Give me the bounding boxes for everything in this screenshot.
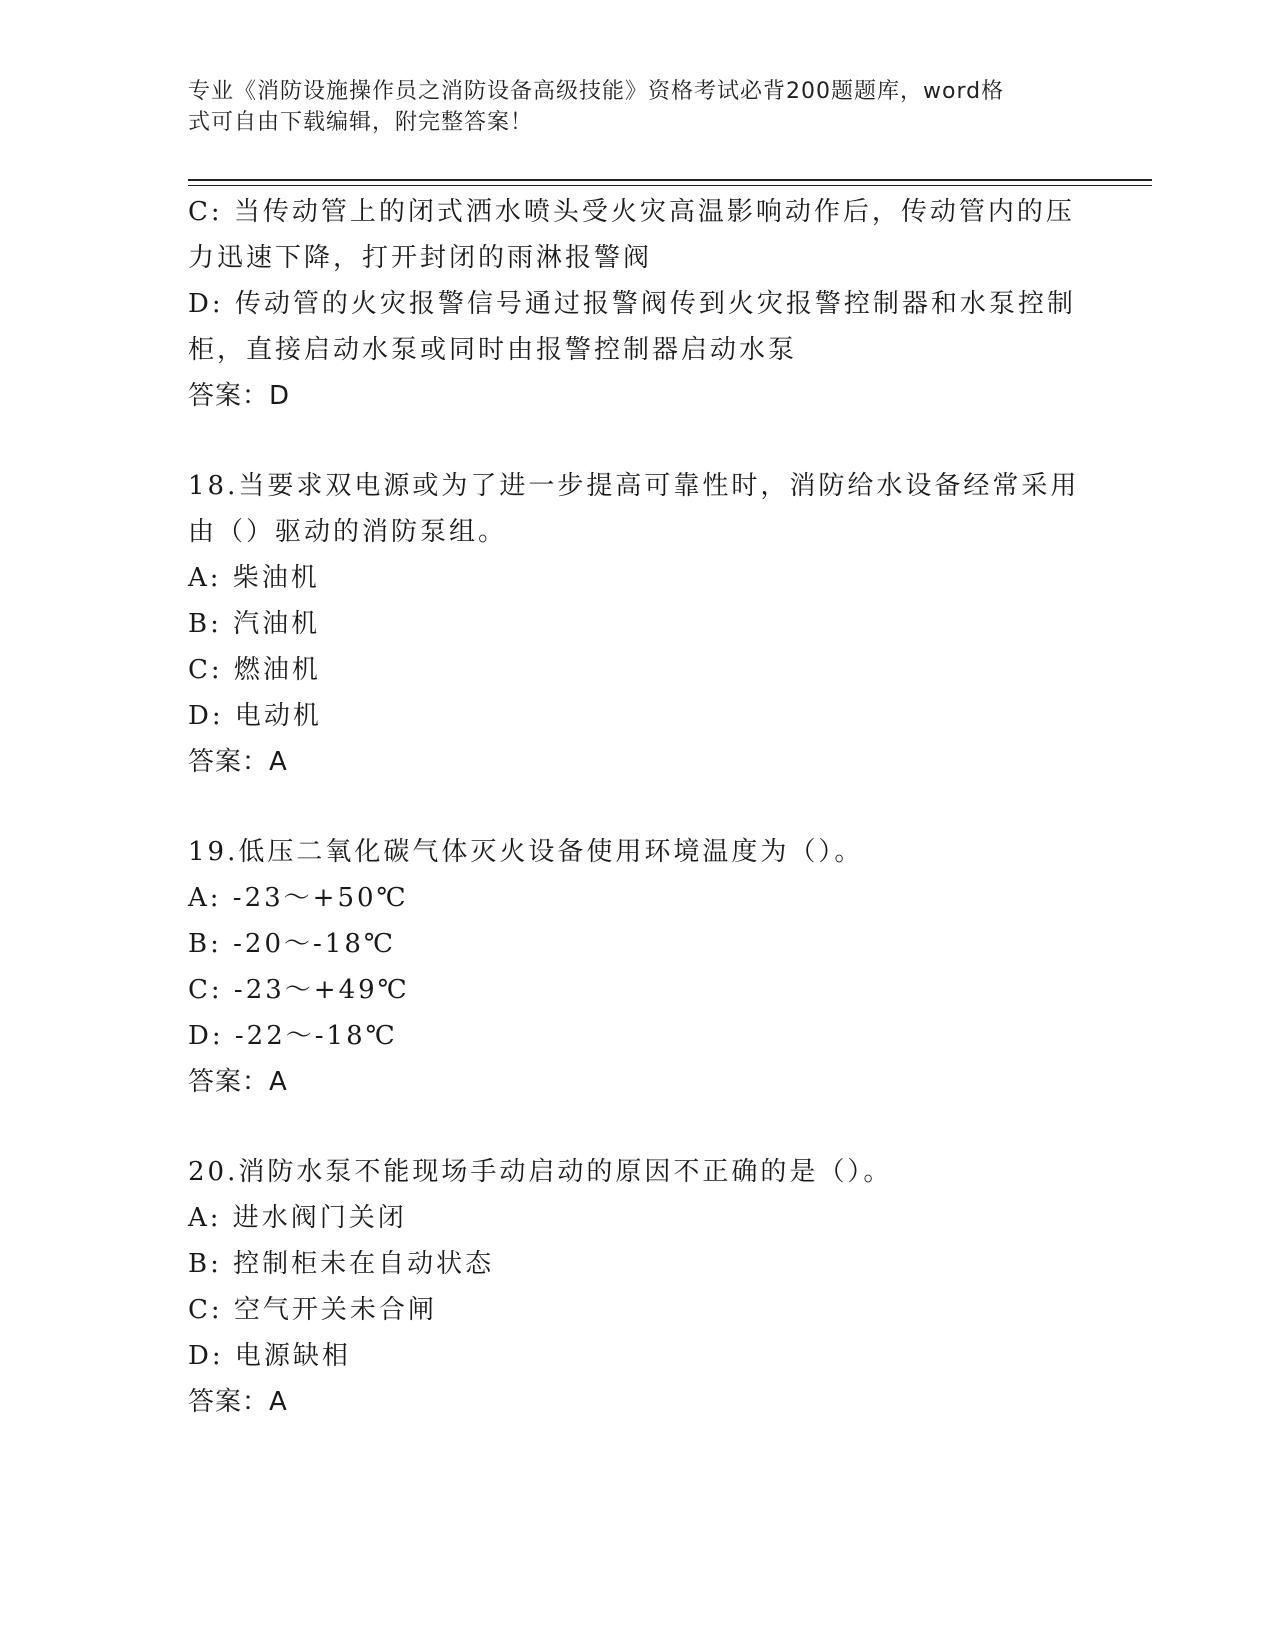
q18-stem-line-1: 18.当要求双电源或为了进一步提高可靠性时，消防给水设备经常采用 [188, 471, 1080, 501]
q17-option-d-line-1: D: 传动管的火灾报警信号通过报警阀传到火灾报警控制器和水泵控制 [188, 289, 1076, 319]
q18-option-d: D: 电动机 [188, 701, 322, 731]
q19-answer: 答案：A [188, 1067, 288, 1097]
question-20 [188, 1149, 1088, 1425]
q19-option-a: A: -23～+50℃ [188, 883, 409, 913]
q18-option-a: A: 柴油机 [188, 563, 320, 593]
q17-option-c-line-1: C: 当传动管上的闭式洒水喷头受火灾高温影响动作后，传动管内的压 [188, 197, 1075, 227]
q18-stem-line-2: 由（）驱动的消防泵组。 [188, 517, 508, 547]
q20-option-b: B: 控制柜未在自动状态 [188, 1249, 495, 1279]
question-18 [188, 463, 1088, 785]
q20-option-c: C: 空气开关未合闸 [188, 1295, 437, 1325]
q17-option-c-line-2: 力迅速下降，打开封闭的雨淋报警阀 [188, 243, 653, 273]
q19-option-c: C: -23～+49℃ [188, 975, 410, 1005]
header-divider-thin [188, 185, 1152, 186]
q18-option-b: B: 汽油机 [188, 609, 321, 639]
q17-option-d-line-2: 柜，直接启动水泵或同时由报警控制器启动水泵 [188, 335, 798, 365]
spacer [188, 785, 1088, 829]
spacer [188, 419, 1088, 463]
question-17-continued [188, 189, 1088, 419]
header-line-2: 式可自由下载编辑，附完整答案！ [188, 110, 534, 135]
q20-answer: 答案：A [188, 1387, 288, 1417]
question-19 [188, 829, 1088, 1105]
q20-option-d: D: 电源缺相 [188, 1341, 351, 1371]
spacer [188, 1105, 1088, 1149]
question-content [188, 189, 1088, 1425]
header-divider-thick [188, 179, 1152, 181]
q18-answer: 答案：A [188, 747, 288, 777]
q19-stem: 19.低压二氧化碳气体灭火设备使用环境温度为（）。 [188, 837, 864, 867]
q20-stem: 20.消防水泵不能现场手动启动的原因不正确的是（）。 [188, 1157, 893, 1187]
q19-option-b: B: -20～-18℃ [188, 929, 396, 959]
document-header [188, 76, 1088, 138]
header-line-1: 专业《消防设施操作员之消防设备高级技能》资格考试必背200题题库，word格 [188, 79, 1005, 104]
q20-option-a: A: 进水阀门关闭 [188, 1203, 407, 1233]
q19-option-d: D: -22～-18℃ [188, 1021, 398, 1051]
q17-answer: 答案：D [188, 381, 291, 411]
q18-option-c: C: 燃油机 [188, 655, 321, 685]
